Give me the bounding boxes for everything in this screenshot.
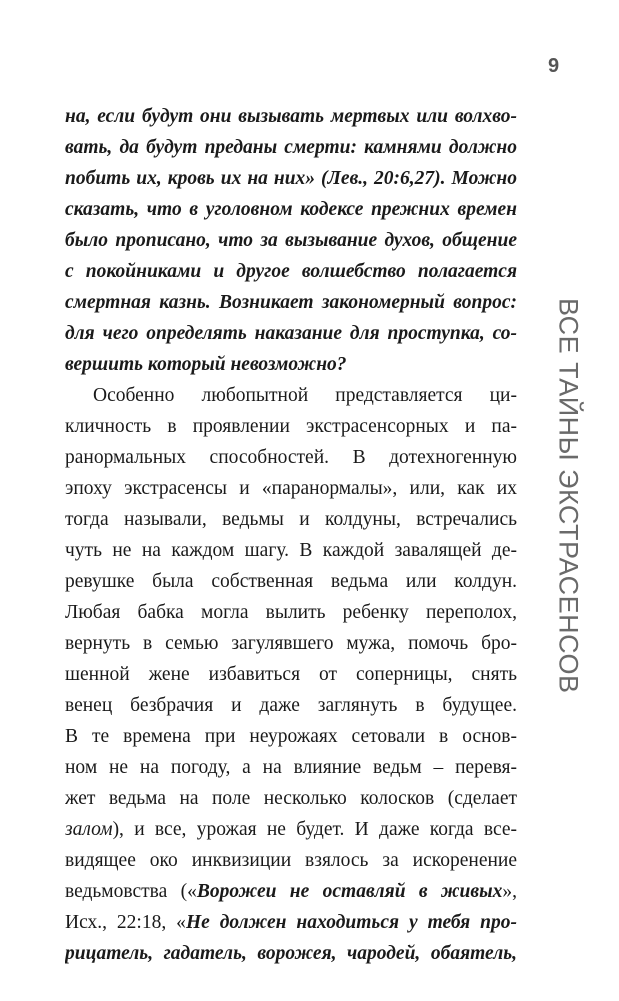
text-run: для чего определять наказание для проступка, со- [65, 323, 517, 344]
text-run: смертная казнь. Возникает закономерный вопрос: [65, 292, 517, 313]
text-run: ), и все, урожая не будет. И даже когда все- [112, 819, 517, 840]
text-run: залом [65, 819, 113, 840]
text-run: вершить который невозможно? [65, 354, 347, 375]
text-line [65, 225, 517, 256]
text-run: Особенно любопытной представляется ци- [93, 385, 517, 406]
text-line [65, 690, 517, 721]
text-line [65, 659, 517, 690]
text-run: Исх., 22:18, « [65, 912, 186, 933]
text-run: ревушке была собственная ведьма или колдун. [65, 571, 517, 592]
text-run: ведьмовства (« [65, 881, 197, 902]
text-line [65, 783, 517, 814]
text-run: вать, да будут преданы смерти: камнями должно [65, 137, 517, 158]
text-run: Ворожеи не оставляй в живых [196, 881, 503, 902]
text-run: Любая бабка могла вылить ребенку переполох, [65, 602, 517, 623]
text-line [65, 566, 517, 597]
text-run: видящее око инквизиции взялось за искоренение [65, 850, 517, 871]
text-run: тогда называли, ведьмы и колдуны, встречались [65, 509, 517, 530]
text-line [65, 380, 517, 411]
text-run: рицатель, гадатель, ворожея, чародей, обаятель, [65, 943, 517, 964]
text-run: с покойниками и другое волшебство полагается [65, 261, 517, 282]
text-run: », [502, 881, 517, 902]
text-line [65, 504, 517, 535]
text-run: В те времена при неурожаях сетовали в основ- [65, 726, 517, 747]
text-line [65, 101, 517, 132]
body-text [65, 101, 517, 969]
text-line [65, 349, 517, 380]
running-head-text: ВСЕ ТАЙНЫ ЭКСТРАСЕНСОВ [553, 298, 584, 694]
text-line [65, 907, 517, 938]
text-line [65, 938, 517, 969]
text-run: Не должен находиться у тебя про- [185, 912, 517, 933]
text-line [65, 814, 517, 845]
text-line [65, 287, 517, 318]
text-line [65, 628, 517, 659]
text-line [65, 721, 517, 752]
text-line [65, 132, 517, 163]
text-run: венец безбрачия и даже заглянуть в будущее. [65, 695, 517, 716]
text-run: сказать, что в уголовном кодексе прежних времен [65, 199, 517, 220]
text-line [65, 318, 517, 349]
text-run: чуть не на каждом шагу. В каждой завалящей де- [65, 540, 517, 561]
text-run: вернуть в семью загулявшего мужа, помочь бро- [65, 633, 517, 654]
text-line [65, 442, 517, 473]
text-line [65, 845, 517, 876]
text-line [65, 597, 517, 628]
text-run: шенной жене избавиться от соперницы, снять [65, 664, 517, 685]
text-run: ранормальных способностей. В дотехногенную [65, 447, 517, 468]
text-line [65, 876, 517, 907]
text-run: жет ведьма на поле несколько колосков (сделает [65, 788, 517, 809]
text-line [65, 194, 517, 225]
text-run: ном не на погоду, а на влияние ведьм – перевя- [65, 757, 517, 778]
text-line [65, 163, 517, 194]
text-run: на, если будут они вызывать мертвых или волхво- [65, 106, 517, 127]
text-line [65, 752, 517, 783]
running-head [548, 298, 588, 694]
text-line [65, 473, 517, 504]
text-line [65, 535, 517, 566]
text-run: было прописано, что за вызывание духов, общение [65, 230, 517, 251]
text-run: кличность в проявлении экстрасенсорных и па- [65, 416, 517, 437]
text-run: побить их, кровь их на них» (Лев., 20:6,27). Можно [65, 168, 517, 189]
text-line [65, 256, 517, 287]
text-line [65, 411, 517, 442]
page-number: 9 [548, 55, 560, 77]
text-run: эпоху экстрасенсы и «паранормалы», или, как их [65, 478, 517, 499]
